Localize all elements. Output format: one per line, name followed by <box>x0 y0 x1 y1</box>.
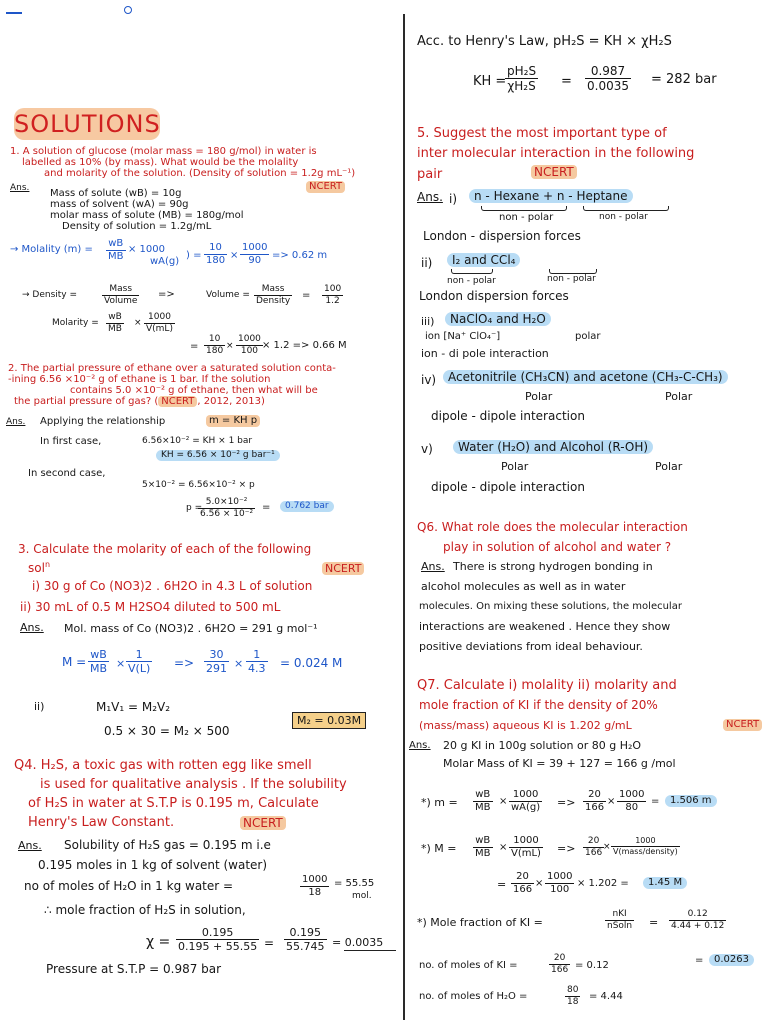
q7-molarity-x2: × <box>603 842 611 852</box>
q6-answer-4: interactions are weakened . Hence they show <box>419 620 671 633</box>
q2-line-1: 2. The partial pressure of ethane over a saturated solution conta- <box>8 363 336 374</box>
henry-frac-2: $\frac{0.987}{0.0035}$ <box>587 64 629 93</box>
column-divider <box>403 14 405 1020</box>
q7-moles-ki-frac: $\frac{20}{166}$ <box>551 953 569 975</box>
q4-chi-frac-2: $\frac{0.195}{55.745}$ <box>286 926 325 953</box>
q5-iii-pair: NaClO₄ and H₂O <box>445 312 551 326</box>
q7-molarity-x: × <box>499 842 508 853</box>
q3-mol-mass: Mol. mass of Co (NO3)2 . 6H2O = 291 g mol⁻¹ <box>64 622 318 635</box>
q4-line-1: Q4. H₂S, a toxic gas with rotten egg like smell <box>14 758 312 773</box>
q5-i-force: London - dispersion forces <box>423 229 581 243</box>
henry-kh-lhs: KH = <box>473 74 507 89</box>
q1-molarity-x: × <box>134 318 142 328</box>
q1-ncert-tag: NCERT <box>306 181 345 193</box>
q3-frac-4: $\frac{1}{4.3}$ <box>248 648 266 675</box>
q3-frac-2: $\frac{1}{V(L)}$ <box>128 648 151 675</box>
q7-moles-water-result: = 4.44 <box>589 991 623 1002</box>
q5-v-pair: Water (H₂O) and Alcohol (R-OH) <box>453 440 653 454</box>
q7-moles-ki: no. of moles of KI = <box>419 960 518 971</box>
q1-density-frac-1: Mass Volume <box>104 284 138 306</box>
q3-implies: => <box>174 656 195 670</box>
q2-case-1-label: In first case, <box>40 436 102 447</box>
q2-kh-value: KH = 6.56 × 10⁻² g bar⁻¹ <box>156 450 280 461</box>
q5-iv-polar-1: Polar <box>525 390 553 403</box>
henry-result: = 282 bar <box>651 72 717 87</box>
q7-ans-label: Ans. <box>409 740 431 751</box>
q5-iv-force: dipole - dipole interaction <box>431 409 585 423</box>
q5-line-2: inter molecular interaction in the following <box>417 146 695 161</box>
q3-dilution-eq: M₁V₁ = M₂V₂ <box>96 700 171 714</box>
q7-line-3: (mass/mass) aqueous KI is 1.202 g/mL <box>419 719 632 732</box>
q1-molality-frac-1: $\frac{wB}{MB}$ <box>108 238 124 262</box>
q1-given-4: Density of solution = 1.2g/mL <box>62 221 212 232</box>
q5-i-nonpolar-1: non - polar <box>499 212 554 223</box>
q5-line-1: 5. Suggest the most important type of <box>417 126 667 141</box>
q7-molarity-frac-3: $\frac{20}{166}$ <box>585 836 603 858</box>
q3-ncert-tag: NCERT <box>322 562 364 575</box>
right-column <box>407 0 768 1024</box>
q5-iv-polar-2: Polar <box>665 390 693 403</box>
q1-molarity-frac-2: $\frac{1000}{V(mL)}$ <box>146 312 173 334</box>
q5-iii-force: ion - di pole interaction <box>421 347 549 360</box>
q1-density-implies: => <box>158 289 175 300</box>
q3-sol-text: sol <box>28 561 45 575</box>
q3-part-ii: ii) 30 mL of 0.5 M H2SO4 diluted to 500 mL <box>20 600 281 614</box>
q3-frac-3: $\frac{30}{291}$ <box>206 648 227 675</box>
q7-xki-eq-2: = <box>695 955 704 966</box>
q2-p-frac: $\frac{\text{5.0×10⁻²}}{\text{6.56 × 10⁻²}}$ <box>200 497 254 519</box>
q4-solubility: Solubility of H₂S gas = 0.195 m i.e <box>64 838 271 852</box>
q5-iii-polar: polar <box>575 331 601 342</box>
q1-molality-times: × 1000 <box>128 244 166 255</box>
q3-dilution-calc: 0.5 × 30 = M₂ × 500 <box>104 724 230 738</box>
q1-molarity-lhs: Molarity = <box>52 318 99 328</box>
q7-molality-x2: × <box>607 796 616 807</box>
q4-moles-water: no of moles of H₂O in 1 kg water = <box>24 879 234 893</box>
q7-molarity-implies: => <box>557 842 576 855</box>
q2-line-4-tail: , 2012, 2013) <box>197 396 265 407</box>
q7-molarity-eq: = <box>497 878 507 891</box>
q5-ncert-tag: NCERT <box>531 165 577 179</box>
q7-given-2: Molar Mass of KI = 39 + 127 = 166 g /mol <box>443 757 676 770</box>
q2-line-4 <box>14 396 265 408</box>
q4-line-2: is used for qualitative analysis . If the solubility <box>40 777 347 792</box>
q1-volume-eq: = <box>302 290 311 301</box>
q7-line-1: Q7. Calculate i) molality ii) molarity and <box>417 678 677 693</box>
q3-x1: × <box>116 657 126 670</box>
q5-ii-label: ii) <box>421 256 433 270</box>
q1-given-1: Mass of solute (wB) = 10g <box>50 188 182 199</box>
q3-part-i: i) 30 g of Co (NO3)2 . 6H2O in 4.3 L of solution <box>32 579 313 593</box>
q2-p-lhs: p = <box>186 503 203 513</box>
q5-ii-pair: I₂ and CCl₄ <box>447 253 520 267</box>
q3-line-2: sol$^n$ <box>28 560 51 575</box>
page-title: SOLUTIONS <box>14 110 161 138</box>
q7-moles-water: no. of moles of H₂O = <box>419 991 528 1002</box>
q7-molality-x: × <box>499 796 508 807</box>
q1-molality-result: => 0.62 m <box>272 250 328 261</box>
q1-molarity-result: × 1.2 => 0.66 M <box>262 340 347 351</box>
q1-molarity-eq: = <box>190 341 199 352</box>
q1-molality-frac-3: $\frac{10}{180}$ <box>206 242 226 266</box>
q1-molality-wa: wA(g) <box>150 256 180 267</box>
q7-molarity-frac-4: 1000 V(mass/density) <box>613 836 678 856</box>
q3-answer-box: M₂ = 0.03M <box>292 712 366 729</box>
q1-molarity-frac-4: $\frac{1000}{100}$ <box>238 334 261 356</box>
q4-line-4: Henry's Law Constant. <box>28 815 175 830</box>
q1-given-3: molar mass of solute (MB) = 180g/mol <box>50 210 244 221</box>
q5-v-polar-2: Polar <box>655 460 683 473</box>
q5-iv-pair: Acetonitrile (CH₃CN) and acetone (CH₃-C-CH₃) <box>443 370 728 384</box>
q6-answer-5: positive deviations from ideal behaviour. <box>419 640 643 653</box>
q5-ans-label: Ans. <box>417 190 443 204</box>
q6-answer-3: molecules. On mixing these solutions, the molecular <box>419 601 682 612</box>
q3-ans-label: Ans. <box>20 621 44 634</box>
henry-law-line: Acc. to Henry's Law, pH₂S = KH × χH₂S <box>417 34 672 49</box>
q3-M-lhs: M = <box>62 655 87 669</box>
q4-mole-fraction-label: ∴ mole fraction of H₂S in solution, <box>44 903 246 917</box>
q6-line-2: play in solution of alcohol and water ? <box>443 540 672 554</box>
q7-molarity-frac-6: $\frac{1000}{100}$ <box>547 871 573 895</box>
q2-ans-label: Ans. <box>6 417 26 427</box>
q2-ncert-tag: NCERT <box>158 396 197 407</box>
q7-line-2: mole fraction of KI if the density of 20% <box>419 698 658 712</box>
q7-molarity-frac-1: $\frac{wB}{MB}$ <box>475 835 491 859</box>
q7-molality-frac-4: $\frac{1000}{80}$ <box>619 789 645 813</box>
q5-ii-nonpolar-1: non - polar <box>447 276 496 286</box>
q7-molarity-result: 1.45 M <box>643 877 687 889</box>
q7-molality-frac-2: $\frac{1000}{wA(g)}$ <box>511 789 541 813</box>
q1-volume-value: $\frac{100}{1.2}$ <box>324 284 342 306</box>
q7-molarity-frac-5: $\frac{20}{166}$ <box>513 871 533 895</box>
q2-case-1-eq: 6.56×10⁻² = KH × 1 bar <box>142 436 253 446</box>
q7-molality-frac-1: $\frac{wB}{MB}$ <box>475 789 491 813</box>
q7-xki-result: 0.0263 <box>709 954 754 966</box>
q2-relation: m = KH p <box>206 415 260 427</box>
q5-ii-nonpolar-2: non - polar <box>547 274 596 284</box>
q7-xki-eq: = <box>649 916 659 929</box>
q7-molality-eq: = <box>651 796 660 807</box>
q3-frac-1: $\frac{wB}{MB}$ <box>90 648 108 675</box>
q5-v-force: dipole - dipole interaction <box>431 480 585 494</box>
q4-chi-lhs: χ = <box>146 934 171 950</box>
q3-result: = 0.024 M <box>280 656 343 670</box>
q4-chi-frac-1: $\frac{0.195}{0.195 + 55.55}$ <box>178 926 258 953</box>
q5-i-brace-1 <box>481 206 567 211</box>
q3-x2: × <box>234 657 244 670</box>
henry-frac-1: $\frac{\text{pH₂S}}{\text{χH₂S}}$ <box>507 64 537 93</box>
q2-line-4-text: the partial pressure of gas? ( <box>14 396 159 407</box>
q7-molarity-frac-2: $\frac{1000}{V(mL)}$ <box>511 835 541 859</box>
q7-molality-lhs: *) m = <box>421 796 458 809</box>
q3-line-1: 3. Calculate the molarity of each of the following <box>18 542 312 556</box>
q1-line-1: 1. A solution of glucose (molar mass = 180 g/mol) in water is <box>10 146 317 157</box>
q4-chi-eq: = <box>264 936 275 950</box>
q1-line-2: labelled as 10% (by mass). What would be the molality <box>22 157 299 168</box>
q3-ii-label: ii) <box>34 700 45 713</box>
q7-given-1: 20 g KI in 100g solution or 80 g H₂O <box>443 739 642 752</box>
q1-given-2: mass of solvent (wA) = 90g <box>50 199 189 210</box>
q2-apply: Applying the relationship <box>40 416 166 427</box>
q1-volume-lhs: Volume = <box>206 290 250 300</box>
q5-ii-brace-1 <box>451 269 493 274</box>
q7-moles-water-frac: $\frac{80}{18}$ <box>567 985 579 1007</box>
q4-pressure: Pressure at S.T.P = 0.987 bar <box>46 962 222 976</box>
q2-line-3: contains 5.0 ×10⁻² g of ethane, then what will be <box>70 385 318 396</box>
q4-water-unit: mol. <box>352 891 372 901</box>
q5-v-polar-1: Polar <box>501 460 529 473</box>
q5-iv-label: iv) <box>421 373 437 387</box>
q5-line-3: pair <box>417 167 443 182</box>
q4-moles-h2s: 0.195 moles in 1 kg of solvent (water) <box>38 858 268 872</box>
q1-volume-frac: Mass Density <box>256 284 291 306</box>
q4-result-underline <box>344 950 396 951</box>
q2-result: 0.762 bar <box>280 501 334 512</box>
q1-ans-label: Ans. <box>10 183 30 193</box>
q1-molality-lhs: → Molality (m) = <box>10 244 93 255</box>
q7-molality-implies: => <box>557 796 576 809</box>
q7-xki-frac-1: nKI nSoln <box>607 909 633 931</box>
q7-molarity-mid: × 1.202 = <box>577 878 629 889</box>
q6-ans-label: Ans. <box>421 560 445 573</box>
q7-molarity-lhs: *) M = <box>421 842 457 855</box>
q1-line-3: and molarity of the solution. (Density of solution = 1.2g mL⁻¹) <box>44 168 356 179</box>
q2-p-eq: = <box>262 502 271 513</box>
q7-xki-lhs: *) Mole fraction of KI = <box>417 916 543 929</box>
q7-ncert-tag: NCERT <box>723 719 762 731</box>
q2-case-2-eq: 5×10⁻² = 6.56×10⁻² × p <box>142 480 255 490</box>
q6-answer-1: There is strong hydrogen bonding in <box>453 560 653 573</box>
q7-xki-frac-2: $\frac{0.12}{4.44 + 0.12}$ <box>671 909 725 931</box>
q2-line-2: -ining 6.56 ×10⁻² g of ethane is 1 bar. If the solution <box>8 374 271 385</box>
q5-iii-label: iii) <box>421 315 435 328</box>
q7-molarity-x3: × <box>535 878 544 889</box>
q5-i-pair: n - Hexane + n - Heptane <box>469 189 633 203</box>
q5-i-brace-2 <box>583 206 669 211</box>
q7-molality-frac-3: $\frac{20}{166}$ <box>585 789 605 813</box>
q1-molality-eq: ) = <box>186 250 202 261</box>
q2-case-2-label: In second case, <box>28 468 106 479</box>
q7-molality-result: 1.506 m <box>665 795 717 807</box>
q5-v-label: v) <box>421 442 433 456</box>
henry-eq: = <box>561 74 572 89</box>
q4-chi-result: = 0.0035 <box>332 936 384 949</box>
q1-molarity-frac-1: $\frac{wB}{MB}$ <box>108 312 122 334</box>
q4-ncert-tag: NCERT <box>240 816 286 830</box>
q1-molality-x2: × <box>230 250 239 261</box>
q7-moles-ki-result: = 0.12 <box>575 960 609 971</box>
q5-iii-ion: ion [Na⁺ ClO₄⁻] <box>425 331 501 342</box>
q5-i-nonpolar-2: non - polar <box>599 212 648 222</box>
q6-line-1: Q6. What role does the molecular interaction <box>417 520 688 534</box>
q4-water-frac: $\frac{1000}{18}$ <box>302 874 328 898</box>
q4-line-3: of H₂S in water at S.T.P is 0.195 m, Calculate <box>28 796 319 811</box>
q4-water-result: = 55.55 <box>334 878 375 889</box>
q1-molarity-frac-3: $\frac{10}{180}$ <box>206 334 224 356</box>
q1-molarity-x2: × <box>226 341 234 351</box>
q5-i-label: i) <box>449 192 458 206</box>
q4-ans-label: Ans. <box>18 839 42 852</box>
q6-answer-2: alcohol molecules as well as in water <box>421 580 626 593</box>
q5-ii-force: London dispersion forces <box>419 289 569 303</box>
q1-density-lhs: → Density = <box>22 290 78 300</box>
q1-molality-frac-4: $\frac{1000}{90}$ <box>242 242 268 266</box>
